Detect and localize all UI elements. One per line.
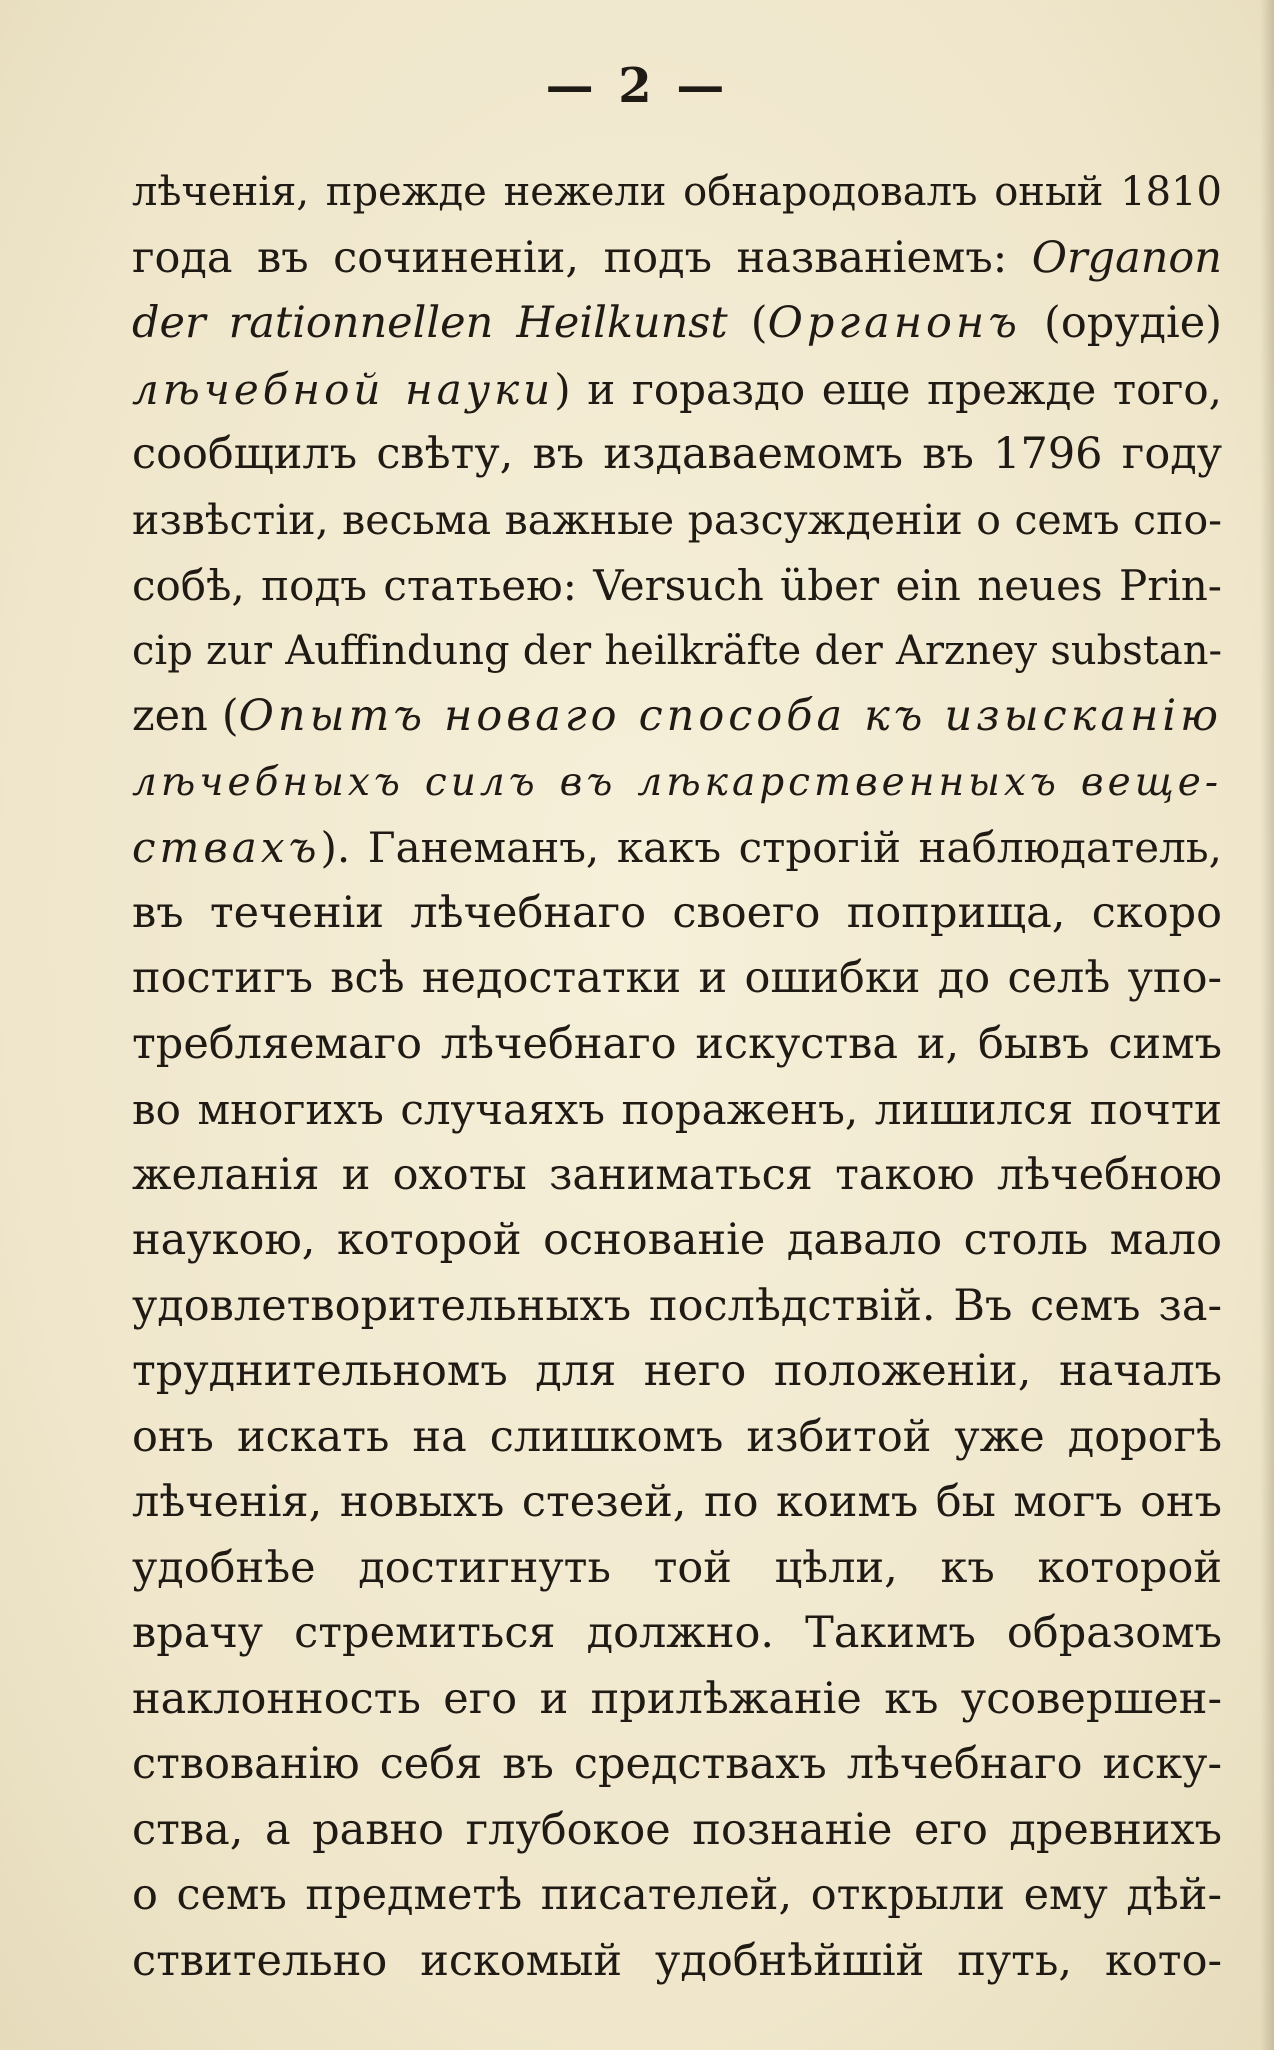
- body-text: [132, 160, 1222, 1994]
- text-line: постигъ всѣ недостатки и ошибки до селѣ упо-: [132, 953, 1222, 1003]
- text-line: наклонность его и прилѣжаніе къ усовершен-: [132, 1673, 1222, 1724]
- text-line: лѣченія, прежде нежели обнародовалъ оный 1810: [132, 169, 1222, 215]
- text-line: труднительномъ для него положеніи, началъ: [132, 1346, 1222, 1396]
- text-line: удобнѣе достигнуть той цѣли, къ которой: [132, 1542, 1222, 1593]
- text-line: желанія и охоты заниматься такою лѣчебною: [132, 1149, 1222, 1200]
- text-line: ствахъ). Ганеманъ, какъ строгій наблюдатель,: [132, 823, 1222, 872]
- latin-title: Organon: [1031, 232, 1222, 283]
- text-line: удовлетворительныхъ послѣдствій. Въ семъ за-: [132, 1280, 1222, 1331]
- russian-title: лѣчебной науки: [132, 364, 555, 414]
- page-number: — 2 —: [545, 58, 729, 114]
- russian-title: лѣчебныхъ силъ въ лѣкарственныхъ веще-: [132, 759, 1222, 805]
- text-line: лѣчебной науки) и гораздо еще прежде того,: [132, 364, 1222, 414]
- text-line: о семъ предметѣ писателей, открыли ему дѣй-: [132, 1870, 1222, 1920]
- text-line: zen (Опытъ новаго способа къ изысканію: [132, 691, 1222, 741]
- text-line: врачу стремиться должно. Такимъ образомъ: [132, 1608, 1222, 1658]
- text-line: въ теченіи лѣчебнаго своего поприща, скоро: [132, 887, 1222, 938]
- text-line: ствительно искомый удобнѣйшій путь, кото-: [132, 1935, 1222, 1986]
- text-line: ства, а равно глубокое познаніе его древнихъ: [132, 1804, 1222, 1855]
- text-line: лѣченія, новыхъ стезей, по коимъ бы могъ онъ: [132, 1477, 1222, 1527]
- text-line: cip zur Auffindung der heilkräfte der Arzney substan-: [132, 627, 1222, 674]
- text-line: во многихъ случаяхъ пораженъ, лишился почти: [132, 1085, 1222, 1134]
- text-line: требляемаго лѣчебнаго искуства и, бывъ симъ: [132, 1018, 1222, 1069]
- text-line: года въ сочиненіи, подъ названіемъ: Organon: [132, 232, 1222, 283]
- russian-title: ствахъ: [132, 823, 321, 872]
- text-line: der rationnellen Heilkunst (Органонъ (орудіе): [132, 298, 1222, 348]
- text-line: наукою, которой основаніе давало столь мало: [132, 1215, 1222, 1265]
- text-line: [132, 750, 1222, 816]
- russian-title: Опытъ новаго способа къ изысканію: [238, 691, 1222, 741]
- latin-title: der rationnellen Heilkunst: [132, 298, 728, 348]
- text-line: собѣ, подъ статьею: Versuch über ein neues Prin-: [132, 561, 1222, 610]
- page-edge-shadow: [1260, 0, 1274, 2050]
- russian-title: Органонъ: [767, 298, 1021, 348]
- text-line: извѣстіи, весьма важные разсужденіи о семъ спо-: [132, 495, 1222, 544]
- text-line: онъ искать на слишкомъ избитой уже дорогѣ: [132, 1411, 1222, 1462]
- text-line: ствованію себя въ средствахъ лѣчебнаго иску-: [132, 1739, 1222, 1789]
- text-line: сообщилъ свѣту, въ издаваемомъ въ 1796 году: [132, 429, 1222, 479]
